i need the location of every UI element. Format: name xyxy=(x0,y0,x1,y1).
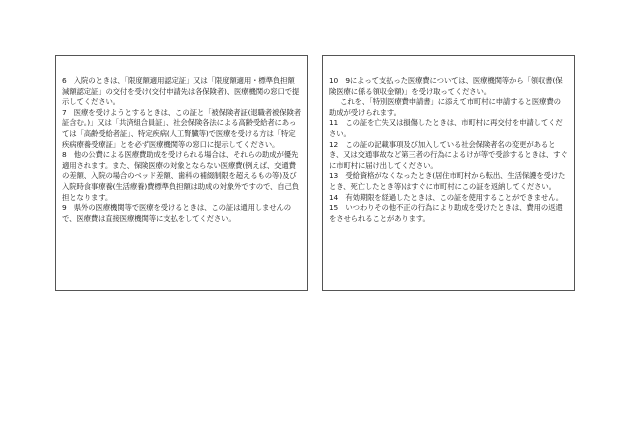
note-item-7: 7 医療を受けようとするときは、この証と「被保険者証(退職者被保険者証含む。)」又は「共済組合員証」、社会保険各法による高齢受給者にあっては「高齢受給者証」、特定疾病(人工腎臓等)で医療を受ける方は「特定疾病療養受療証」とを必ず医療機関等の窓口に提示してください。 xyxy=(62,107,301,149)
note-item-9: 9 県外の医療機関等で医療を受けるときは、この証は通用しませんので、医療費は直接医療機関等に支払をしてください。 xyxy=(62,203,292,223)
note-item-8: 8 他の公費による医療費助成を受けられる場合は、それらの助成が優先適用されます。また、保険医療の対象とならない医療費(例えば、交通費の差額、入院の場合のベッド差額、歯科の補綴制限を超えるもの等)及び入院時食事療養(生活療養)費標準負担額は助成の対象外ですので、自己負担となります。 xyxy=(62,150,300,202)
note-item-15: 15 いつわりその他不正の行為により助成を受けたときは、費用の返還をさせられることがあります。 xyxy=(329,203,563,223)
left-notes-panel xyxy=(55,55,308,291)
note-item-14: 14 有効期限を経過したときは、この証を使用することができません。 xyxy=(329,192,564,202)
note-item-12: 12 この証の記載事項及び加入している社会保険者名の変更があるとき、又は交通事故など第三者の行為によるけが等で受診するときは、すぐに市町村に届け出してください。 xyxy=(329,139,568,170)
note-item-11: 11 この証を亡失又は損傷したときは、市町村に再交付を申請してください。 xyxy=(329,118,563,138)
right-notes-panel xyxy=(322,55,575,291)
note-item-6: 6 入院のときは、「限度額適用認定証」又は「限度額適用・標準負担額減額認定証」の交付を受け(交付申請先は各保険者)、医療機関の窓口で提示してください。 xyxy=(62,76,300,107)
note-item-13: 13 受給資格がなくなったとき(居住市町村から転出、生活保護を受けたとき、死亡したとき等)はすぐに市町村にこの証を返納してください。 xyxy=(329,171,566,191)
note-item-10: 10 9によって支払った医療費については、医療機関等から「領収書(保険医療に係る領収金額)」を受け取ってください。 xyxy=(329,76,563,96)
note-item-10-continuation: これを、「特別医療費申請書」に添えて市町村に申請すると医療費の助成が受けられます。 xyxy=(329,97,561,117)
